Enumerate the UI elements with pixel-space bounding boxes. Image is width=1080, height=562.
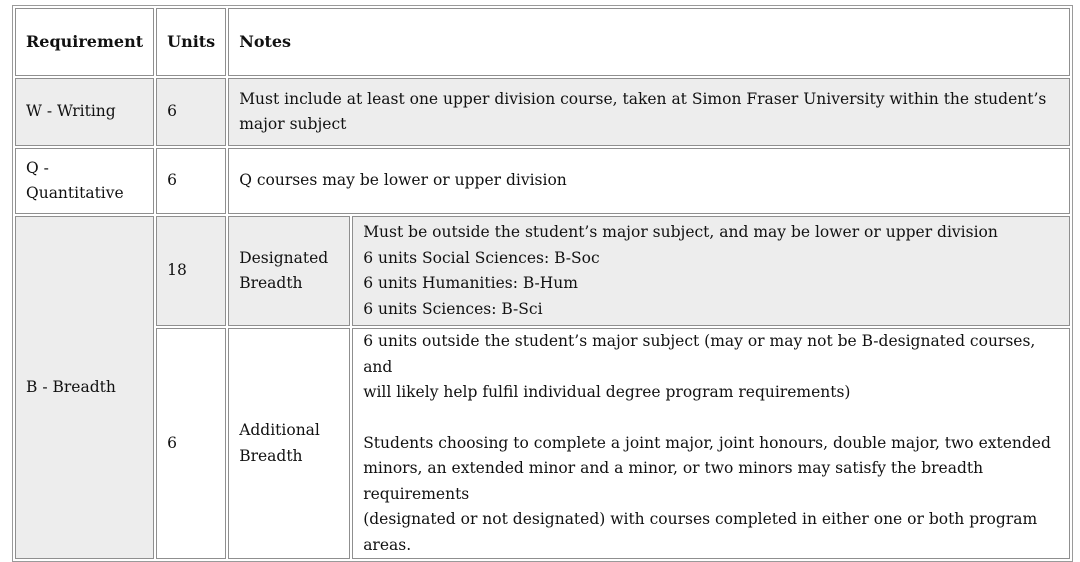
quantitative-requirement <box>15 148 154 214</box>
additional-breadth-label-line2: Breadth <box>239 446 303 465</box>
designated-breadth-note: Must be outside the student’s major subject, and may be lower or upper division <box>363 223 998 241</box>
quantitative-notes: Q courses may be lower or upper division <box>228 148 1070 214</box>
writing-units: 6 <box>156 78 226 146</box>
additional-breadth-label <box>228 328 350 559</box>
header-notes: Notes <box>228 8 1070 76</box>
additional-breadth-units: 6 <box>156 328 226 559</box>
table-row-quantitative <box>15 148 1070 214</box>
writing-requirement: W - Writing <box>15 78 154 146</box>
breadth-requirement: B - Breadth <box>15 216 154 559</box>
designated-breadth-label-line1: Designated <box>239 248 329 267</box>
designated-breadth-note: 6 units Sciences: B-Sci <box>363 299 543 318</box>
quantitative-requirement-line2: Quantitative <box>26 184 124 202</box>
additional-breadth-label-line1: Additional <box>239 421 320 439</box>
table-row-writing <box>15 78 1070 146</box>
additional-breadth-note-line: 6 units outside the student’s major subject (may or may not be B-designated courses, and <box>363 332 1036 376</box>
designated-breadth-note: 6 units Social Sciences: B-Soc <box>363 248 600 267</box>
quantitative-units: 6 <box>156 148 226 214</box>
paragraph-gap <box>363 406 1059 431</box>
designated-breadth-label <box>228 216 350 326</box>
additional-breadth-note-line: Students choosing to complete a joint major, joint honours, double major, two extended <box>363 433 1051 452</box>
table-header-row <box>15 8 1070 76</box>
designated-breadth-label-line2: Breadth <box>239 274 303 292</box>
table-row-designated-breadth <box>15 216 1070 326</box>
writing-notes: Must include at least one upper division course, taken at Simon Fraser University within the student’s major subject <box>228 78 1070 146</box>
header-requirement: Requirement <box>15 8 154 76</box>
header-units: Units <box>156 8 226 76</box>
additional-breadth-note-line: will likely help fulfil individual degree program requirements) <box>363 383 851 401</box>
requirements-table <box>12 5 1073 562</box>
table-row-additional-breadth <box>15 328 1070 559</box>
additional-breadth-notes <box>352 328 1070 559</box>
designated-breadth-units: 18 <box>156 216 226 326</box>
designated-breadth-note: 6 units Humanities: B-Hum <box>363 274 578 292</box>
designated-breadth-notes <box>352 216 1070 326</box>
additional-breadth-note-line: (designated or not designated) with courses completed in either one or both program areas. <box>363 510 1038 554</box>
quantitative-requirement-line1: Q - <box>26 158 49 177</box>
additional-breadth-note-line: minors, an extended minor and a minor, or two minors may satisfy the breadth requirements <box>363 459 984 503</box>
